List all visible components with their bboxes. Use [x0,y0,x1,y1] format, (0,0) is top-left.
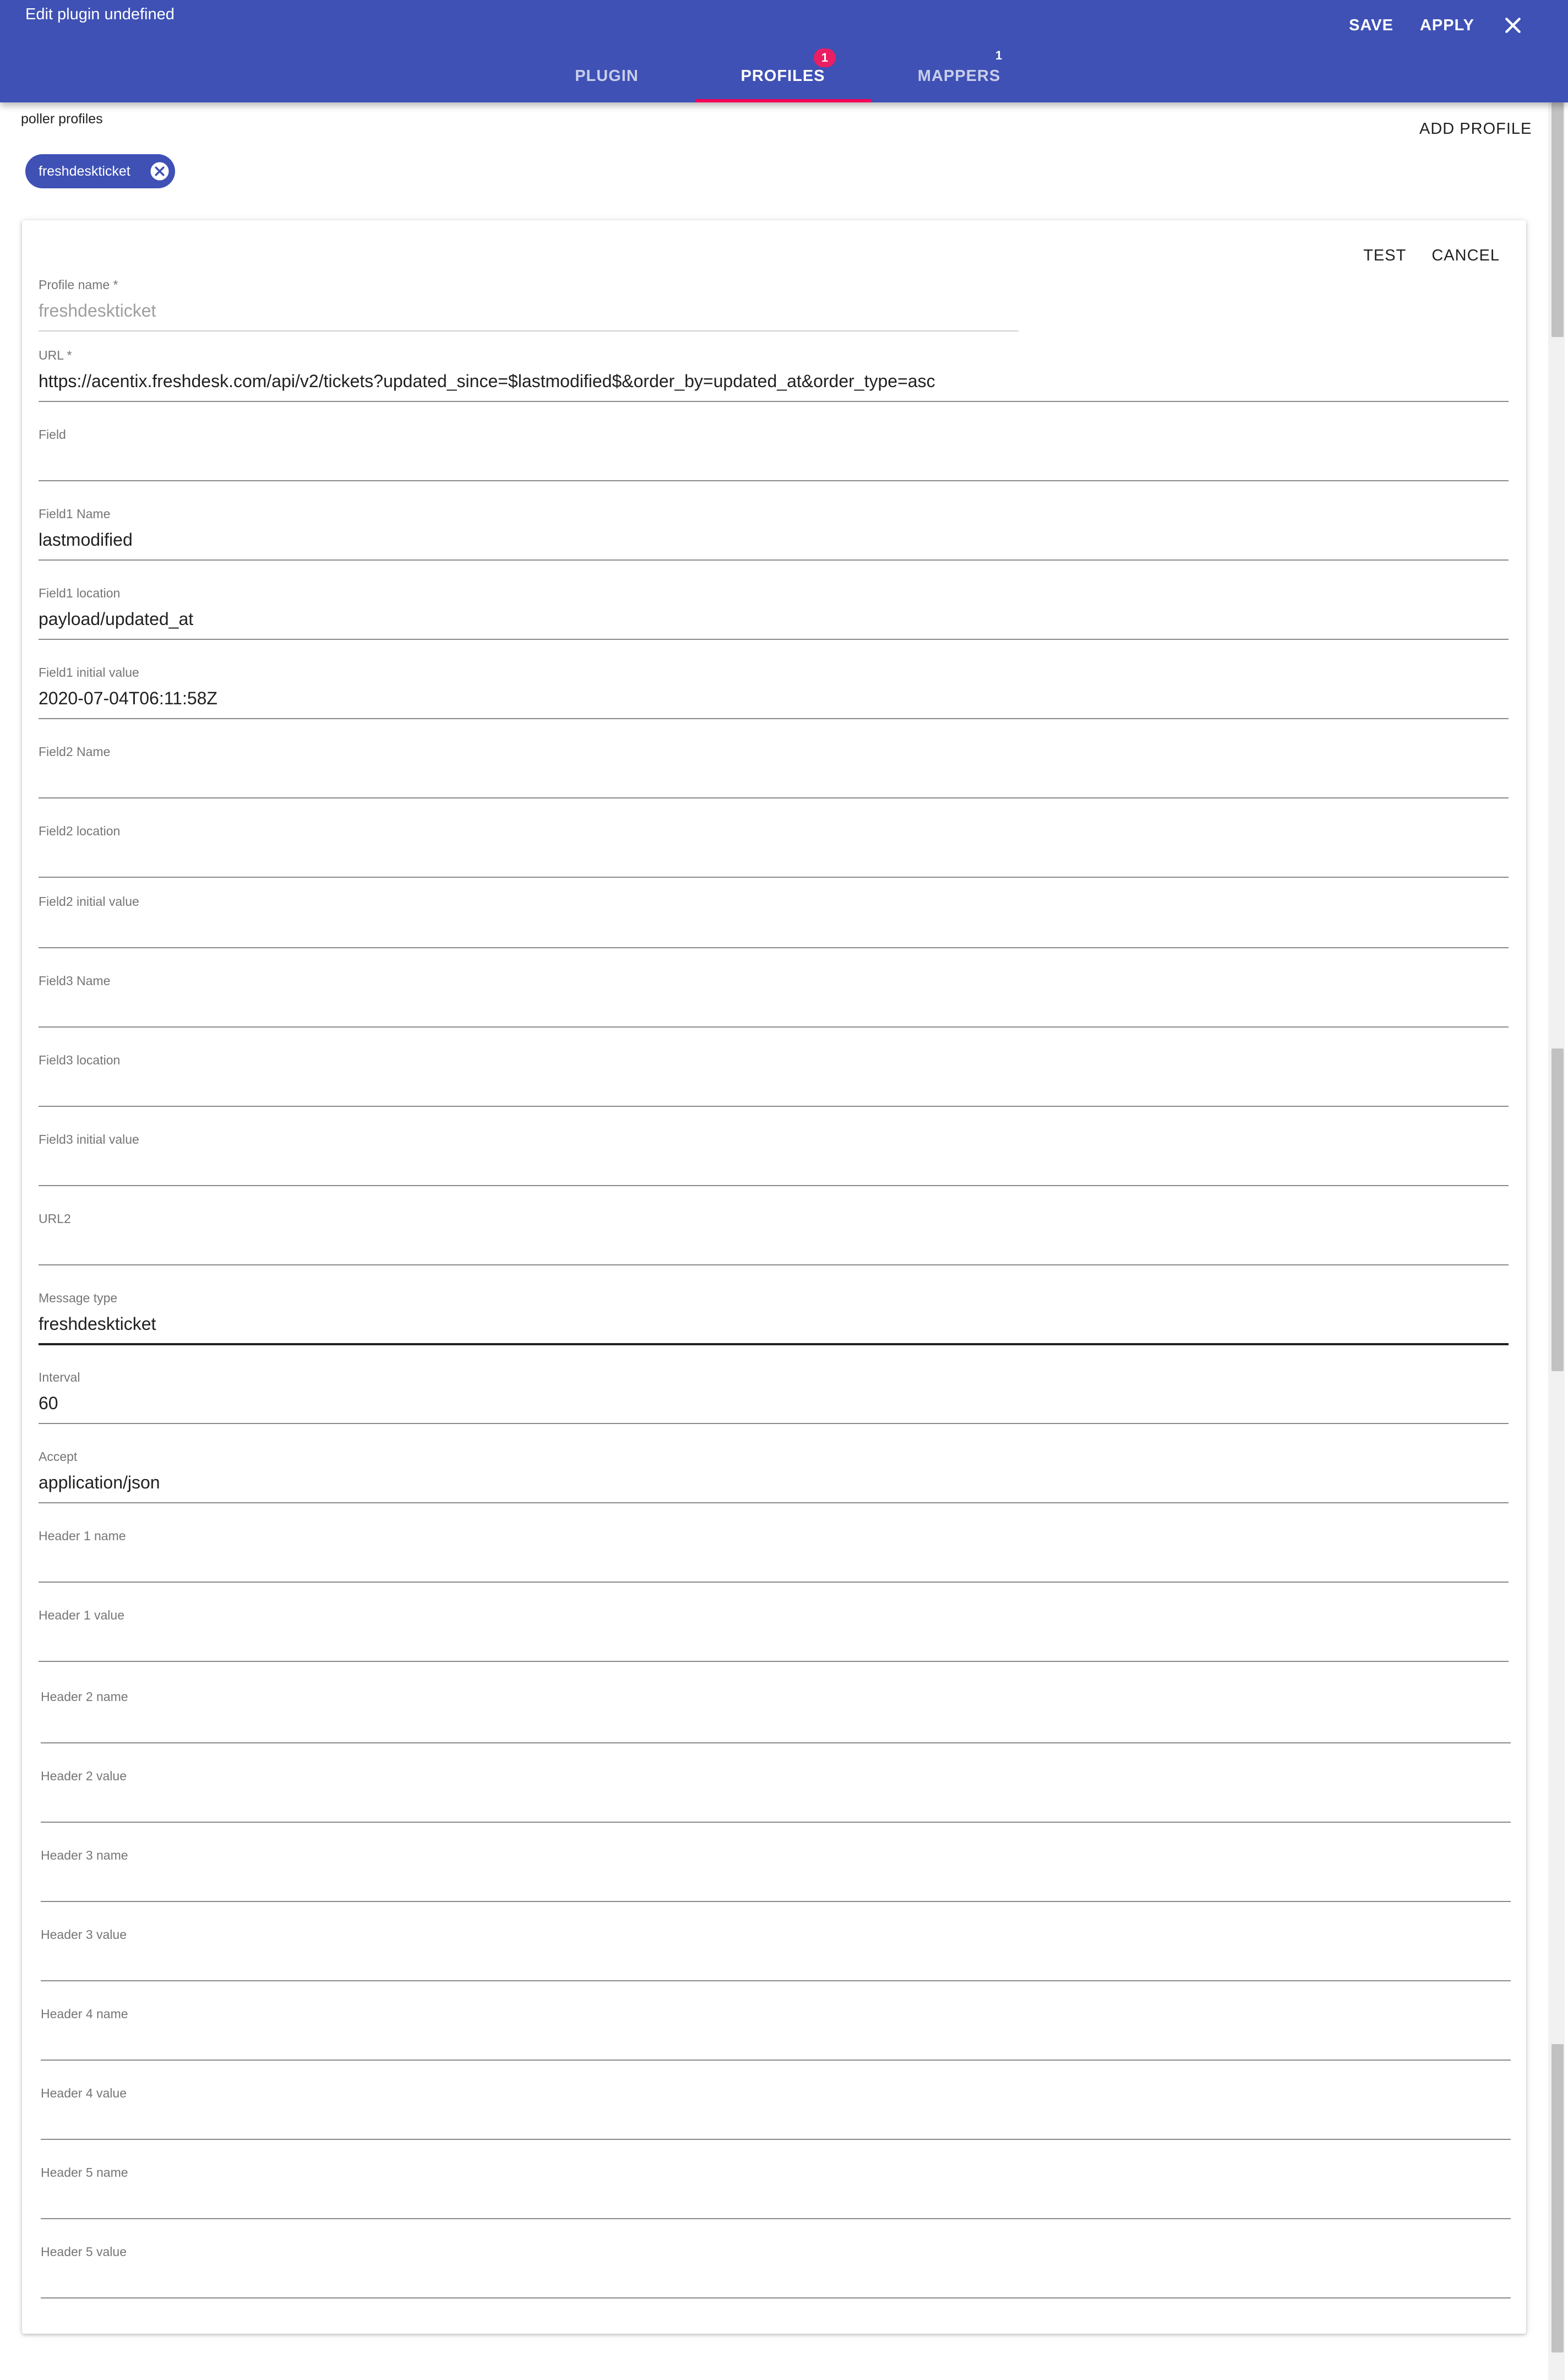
poller-profiles-label: poller profiles [21,111,103,127]
field-underline [39,1264,1509,1265]
mappers-count-badge: 1 [995,48,1003,62]
field-underline [39,797,1509,798]
field-label: Field1 initial value [39,665,139,680]
field-underline [41,1901,1511,1902]
cancel-circle-icon[interactable] [150,161,170,181]
field-label: Interval [39,1370,80,1384]
header2-name-input[interactable] [41,1709,1511,1736]
field-underline [39,639,1509,640]
field-underline [41,1980,1511,1981]
tab-bar [0,53,1568,102]
field-label: Field2 location [39,824,121,838]
test-button[interactable]: TEST [1363,247,1407,264]
field-label: Field2 initial value [39,894,139,909]
field-label: Field2 Name [39,745,111,759]
cancel-button[interactable]: CANCEL [1431,247,1500,264]
dialog-title: Edit plugin undefined [25,6,175,23]
header3-value-input[interactable] [41,1947,1511,1974]
field-underline [39,1343,1509,1345]
field-label: Header 5 value [41,2245,127,2259]
field-label: URL2 [39,1211,71,1226]
field-label: Header 1 value [39,1608,124,1622]
field3-initial-value-input[interactable] [39,1152,1509,1178]
field2-name-input[interactable] [39,764,1509,791]
header1-name-input[interactable] [39,1548,1509,1575]
field-underline [39,1106,1509,1107]
field-input[interactable] [39,447,1509,474]
field-label: Accept [39,1449,78,1464]
header5-name-input[interactable] [41,2185,1511,2211]
tab-profiles[interactable]: PROFILES [741,67,825,85]
field-underline [41,2060,1511,2061]
field-label: Field3 location [39,1053,121,1067]
message-type-input[interactable] [39,1311,1509,1337]
field-underline [41,2218,1511,2219]
scrollbar-thumb-bottom[interactable] [1551,2044,1564,2352]
field-label: URL * [39,348,72,362]
field1-location-input[interactable] [39,606,1509,632]
field-underline [39,559,1509,561]
field-underline [39,1502,1509,1503]
field-label: Profile name * [39,278,118,292]
header4-name-input[interactable] [41,2026,1511,2053]
field2-initial-value-input[interactable] [39,914,1509,941]
profile-name-input[interactable] [39,297,1019,324]
profile-chip[interactable] [25,154,175,188]
url2-input[interactable] [39,1231,1509,1258]
app-bar [0,0,1568,102]
field-label: Header 5 name [41,2165,128,2180]
field-label: Header 4 name [41,2007,128,2021]
field-underline [39,1423,1509,1424]
profiles-count-badge: 1 [814,48,836,67]
profile-chip-label: freshdeskticket [39,163,130,179]
header2-value-input[interactable] [41,1789,1511,1815]
field-label: Header 2 name [41,1689,128,1704]
field3-name-input[interactable] [39,993,1509,1020]
field-underline [41,2297,1511,2299]
header4-value-input[interactable] [41,2106,1511,2132]
field-underline [39,718,1509,719]
close-icon[interactable] [1502,14,1524,36]
url-input[interactable] [39,368,1509,394]
scrollbar-thumb-top[interactable] [1551,102,1564,337]
field-underline [41,1742,1511,1743]
field-underline [41,2139,1511,2140]
field-label: Field3 Name [39,974,111,988]
field-label: Header 3 value [41,1927,127,1942]
field-underline [39,330,1019,332]
active-tab-indicator [696,99,871,102]
field-underline [39,947,1509,948]
field3-location-input[interactable] [39,1073,1509,1099]
field1-initial-value-input[interactable] [39,685,1509,711]
header5-value-input[interactable] [41,2264,1511,2291]
accept-input[interactable] [39,1469,1509,1496]
field-underline [41,1822,1511,1823]
field-underline [39,1661,1509,1662]
field-underline [39,480,1509,481]
field-underline [39,401,1509,402]
header3-name-input[interactable] [41,1868,1511,1894]
field-underline [39,1026,1509,1028]
field-label: Field [39,427,66,442]
field-label: Header 4 value [41,2086,127,2100]
field-label: Field1 Name [39,507,111,521]
field-label: Header 3 name [41,1848,128,1862]
header1-value-input[interactable] [39,1628,1509,1654]
scrollbar-thumb-middle[interactable] [1551,1048,1564,1371]
app-bar-actions [1322,14,1524,36]
field1-name-input[interactable] [39,526,1509,553]
field-underline [39,877,1509,878]
field-label: Header 1 name [39,1529,126,1543]
field-label: Field1 location [39,586,121,600]
field-label: Field3 initial value [39,1132,139,1146]
profile-editor-card [22,220,1526,2334]
field-underline [39,1582,1509,1583]
save-button[interactable]: SAVE [1349,16,1393,34]
add-profile-button[interactable]: ADD PROFILE [1419,120,1532,138]
card-actions [1338,247,1500,265]
apply-button[interactable]: APPLY [1419,16,1474,34]
field2-location-input[interactable] [39,844,1509,870]
field-label: Message type [39,1291,118,1305]
field-label: Header 2 value [41,1769,127,1783]
interval-input[interactable] [39,1390,1509,1416]
field-underline [39,1185,1509,1186]
tab-mappers[interactable]: MAPPERS [917,67,1001,85]
tab-plugin[interactable]: PLUGIN [575,67,639,85]
